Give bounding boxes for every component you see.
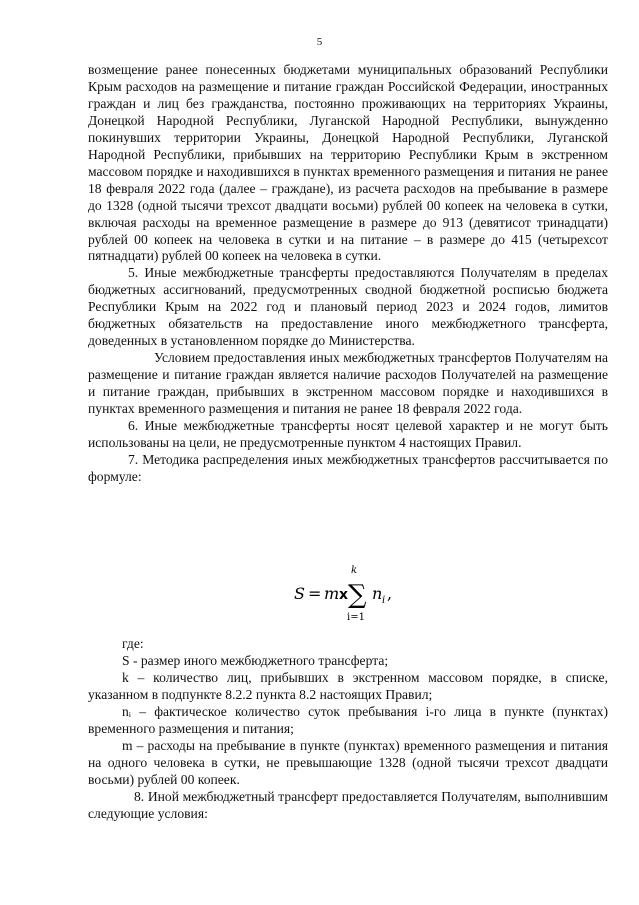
distribution-formula [0,562,639,624]
formula-times: x [339,587,349,603]
formula-equals: = [308,584,322,603]
where-label: где: [122,636,144,651]
formula-comma: , [387,584,393,603]
formula-svg [290,562,410,624]
paragraph-item-8: 8. Иной межбюджетный трансферт предоставляется Получателям, выполнившим следующие условия: [88,788,608,821]
formula-lower-limit: i=1 [347,612,365,623]
formula-upper-limit: k [351,565,358,576]
formula-sigma: ∑ [348,580,367,610]
formula-lhs: S [294,584,305,603]
formula-m: m [324,584,340,603]
paragraph-item-5: 5. Иные межбюджетные трансферты предоставляются Получателям в пределах бюджетных ассигнований, предусмотренных сводной бюджетной росписью бюджета Республики Крым на 2022 год и плановый период 2023 и 2024 годов, лимитов бюджетных обязательств на предоставление иного межбюджетного трансферта, доведенных в установленном порядке до Министерства. [88,265,608,349]
definition-n: nᵢ – фактическое количество суток пребывания i-го лица в пункте (пунктах) временного размещения и питания; [88,703,608,736]
formula-term: n [372,584,383,603]
formula-subscript: i [382,595,386,606]
paragraph-condition: Условием предоставления иных межбюджетных трансфертов Получателям на размещение и питание граждан является наличие расходов Получателей на размещение и питание граждан, прибывших в экстренном массовом порядке и находившихся в пунктах временного размещения и питания не ранее 18 февраля 2022 года. [88,350,608,417]
definition-s: S - размер иного межбюджетного трансферта; [122,652,389,668]
paragraph-item-7: 7. Методика распределения иных межбюджетных трансфертов рассчитывается по формуле: [88,451,608,484]
paragraph-item-6: 6. Иные межбюджетные трансферты носят целевой характер и не могут быть использованы на цели, не предусмотренные пунктом 4 настоящих Правил. [88,418,608,450]
paragraph-reimbursement: возмещение ранее понесенных бюджетами муниципальных образований Республики Крым расходов на размещение и питание граждан Российской Федерации, иностранных граждан и лиц без гражданства, постоянно проживающих на территориях Украины, Донецкой Народной Республики, Луганской Народной Республики, вынужденно покинувших территории Украины, Донецкой Народной Республики, Луганской Народной Республики, прибывших на территорию Республики Крым в экстренном массовом порядке и находившихся в пунктах временного размещения и питания не ранее 18 февраля 2022 года (далее – граждане), из расчета расходов на пребывание в размере до 1328 (одной тысячи трехсот двадцати восьми) рублей 00 копеек на человека в сутки, включая расходы на временное размещение в размере до 913 (девятисот тринадцати) рублей 00 копеек на человека в сутки и на питание – в размере до 415 (четырехсот пятнадцати) рублей 00 копеек на человека в сутки. [88,62,608,264]
document-body [88,62,608,486]
page-number: 5 [316,36,323,48]
definition-m: m – расходы на пребывание в пункте (пунктах) временного размещения и питания на одного человека в сутки, не превышающие 1328 (одной тысячи трехсот двадцати восьми) рублей 00 копеек. [88,737,608,787]
definition-k: k – количество лиц, прибывших в экстренном массовом порядке, в списке, указанном в подпункте 8.2.2 пункта 8.2 настоящих Правил; [88,669,608,702]
formula-definitions [88,636,608,822]
